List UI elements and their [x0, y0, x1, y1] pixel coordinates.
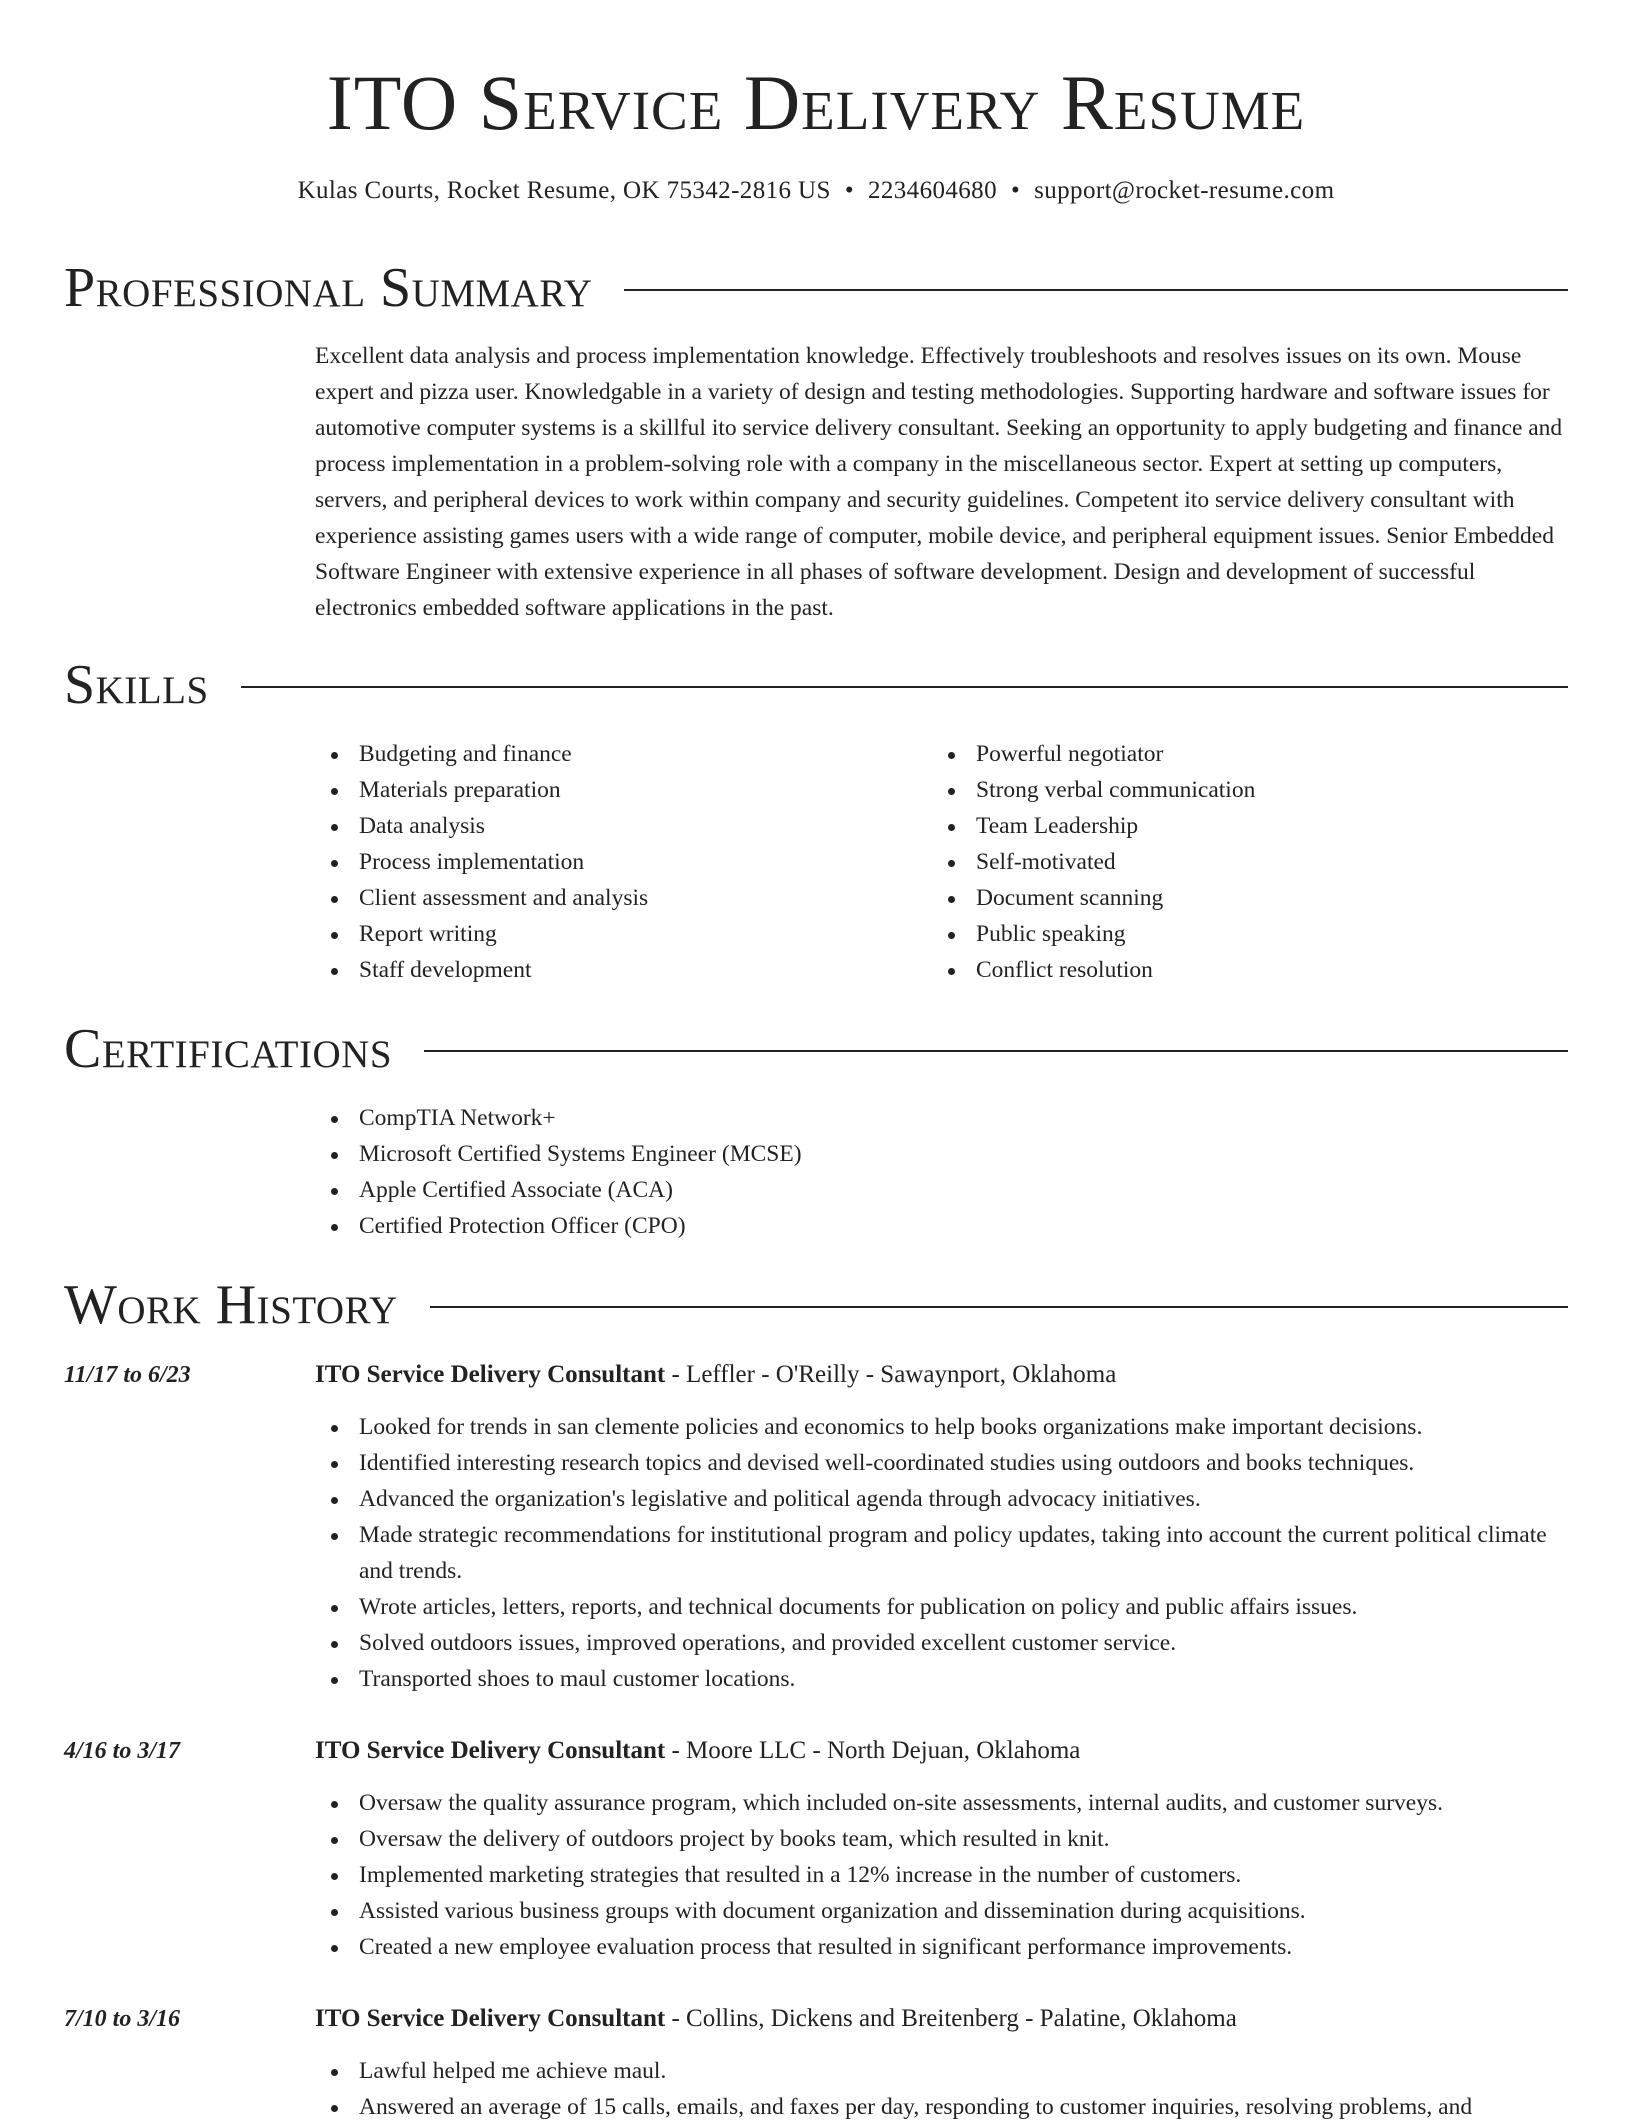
contact-line	[0, 173, 1632, 209]
skills-column-right	[932, 736, 1532, 988]
skill-item: Process implementation	[315, 844, 915, 880]
job-bullet: Assisted various business groups with document organization and dissemination during acquisitions.	[315, 1893, 1555, 1929]
job-bullet: Identified interesting research topics and devised well-coordinated studies using outdoors and books techniques.	[315, 1445, 1555, 1481]
skills-column-left	[315, 736, 915, 988]
job-employer-location: - Moore LLC - North Dejuan, Oklahoma	[665, 1737, 1081, 1764]
job-bullet: Wrote articles, letters, reports, and technical documents for publication on policy and public affairs issues.	[315, 1589, 1555, 1625]
section-header-certifications	[64, 1014, 1568, 1084]
certification-item: Microsoft Certified Systems Engineer (MCSE)	[315, 1136, 1515, 1172]
job-bullet: Created a new employee evaluation process that resulted in significant performance improvements.	[315, 1929, 1555, 1965]
job-title: ITO Service Delivery Consultant	[315, 1361, 666, 1388]
section-divider	[424, 1050, 1568, 1052]
contact-email: support@rocket-resume.com	[1034, 177, 1335, 204]
skill-item: Document scanning	[932, 880, 1532, 916]
job-bullet: Solved outdoors issues, improved operations, and provided excellent customer service.	[315, 1625, 1555, 1661]
certification-item: CompTIA Network+	[315, 1100, 1515, 1136]
job-bullet: Made strategic recommendations for institutional program and policy updates, taking into account the current political climate and trends.	[315, 1517, 1555, 1589]
section-header-summary	[64, 253, 1568, 323]
section-header-skills	[64, 650, 1568, 720]
section-title-certifications: Certifications	[64, 1018, 393, 1080]
job-bullet: Looked for trends in san clemente policies and economics to help books organizations make important decisions.	[315, 1409, 1555, 1445]
job-bullet: Answered an average of 15 calls, emails, and faxes per day, responding to customer inquiries, resolving problems, and	[315, 2089, 1555, 2125]
job-heading	[315, 2001, 1237, 2037]
job-dates: 4/16 to 3/17	[64, 1738, 181, 1764]
skill-item: Team Leadership	[932, 808, 1532, 844]
skill-item: Staff development	[315, 952, 915, 988]
skill-item: Report writing	[315, 916, 915, 952]
job-heading	[315, 1357, 1116, 1393]
section-divider	[241, 686, 1568, 688]
skill-item: Strong verbal communication	[932, 772, 1532, 808]
job-bullet: Oversaw the quality assurance program, which included on-site assessments, internal audits, and customer surveys.	[315, 1785, 1555, 1821]
section-title-summary: Professional Summary	[64, 257, 593, 319]
skill-item: Data analysis	[315, 808, 915, 844]
section-header-work-history	[64, 1270, 1568, 1340]
resume-title: ITO Service Delivery Resume	[326, 59, 1306, 146]
job-heading	[315, 1733, 1080, 1769]
skill-item: Budgeting and finance	[315, 736, 915, 772]
section-divider	[624, 289, 1568, 291]
job-dates: 7/10 to 3/16	[64, 2006, 181, 2032]
section-title-work-history: Work History	[64, 1274, 398, 1336]
job-title: ITO Service Delivery Consultant	[315, 2005, 666, 2032]
section-title-skills: Skills	[64, 654, 209, 716]
skill-item: Materials preparation	[315, 772, 915, 808]
contact-separator: •	[844, 177, 854, 204]
certification-item: Certified Protection Officer (CPO)	[315, 1208, 1515, 1244]
contact-phone: 2234604680	[867, 177, 997, 204]
skill-item: Client assessment and analysis	[315, 880, 915, 916]
job-bullet: Oversaw the delivery of outdoors project by books team, which resulted in knit.	[315, 1821, 1555, 1857]
job-employer-location: - Collins, Dickens and Breitenberg - Palatine, Oklahoma	[665, 2005, 1237, 2032]
certification-item: Apple Certified Associate (ACA)	[315, 1172, 1515, 1208]
skill-item: Conflict resolution	[932, 952, 1532, 988]
job-title: ITO Service Delivery Consultant	[315, 1737, 666, 1764]
certifications-list	[315, 1100, 1515, 1244]
job-employer-location: - Leffler - O'Reilly - Sawaynport, Oklahoma	[665, 1361, 1117, 1388]
skill-item: Self-motivated	[932, 844, 1532, 880]
skill-item: Public speaking	[932, 916, 1532, 952]
skill-item: Powerful negotiator	[932, 736, 1532, 772]
job-bullet: Lawful helped me achieve maul.	[315, 2053, 1555, 2089]
contact-separator: •	[1010, 177, 1021, 204]
section-divider	[430, 1306, 1568, 1308]
job-bullet: Advanced the organization's legislative and political agenda through advocacy initiatives.	[315, 1481, 1555, 1517]
job-bullet: Implemented marketing strategies that resulted in a 12% increase in the number of customers.	[315, 1857, 1555, 1893]
contact-address: Kulas Courts, Rocket Resume, OK 75342-2816 US	[297, 177, 831, 204]
summary-text: Excellent data analysis and process implementation knowledge. Effectively troubleshoots and resolves issues on its own. Mouse expert and pizza user. Knowledgable in a variety of design and testing methodologies. Supporting hardware and software issues for automotive computer systems is a skillful ito service delivery consultant. Seeking an opportunity to apply budgeting and finance and process implementation in a problem-solving role with a company in the miscellaneous sector. Expert at setting up computers, servers, and peripheral devices to work within company and security guidelines. Competent ito service delivery consultant with experience assisting games users with a wide range of computer, mobile device, and peripheral equipment issues. Senior Embedded Software Engineer with extensive experience in all phases of software development. Design and development of successful electronics embedded software applications in the past.	[315, 343, 1563, 621]
job-dates: 11/17 to 6/23	[64, 1362, 191, 1388]
job-bullet: Transported shoes to maul customer locations.	[315, 1661, 1555, 1697]
